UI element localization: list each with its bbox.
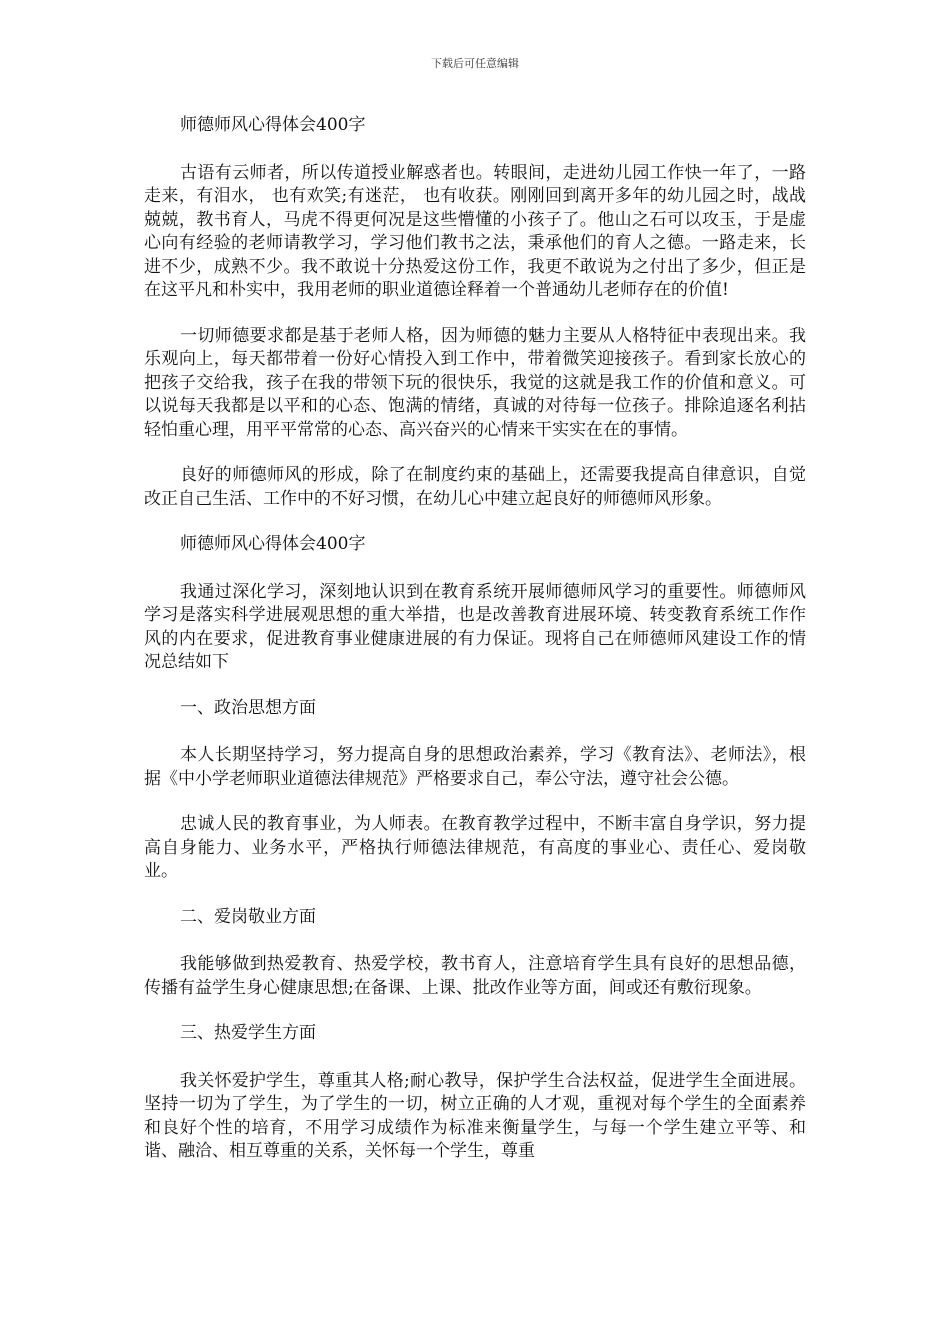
paragraph: 本人长期坚持学习，努力提高自身的思想政治素养，学习《教育法》、老师法》，根据《中小学老师职业道德法律规范》严格要求自己，奉公守法，遵守社会公德。 — [144, 745, 806, 789]
document-title: 师德师风心得体会400字 — [180, 115, 366, 135]
paragraph: 古语有云师者，所以传道授业解惑者也。转眼间，走进幼儿园工作快一年了，一路走来，有泪水， 也有欢笑;有迷茫， 也有收获。刚刚回到离开多年的幼儿园之时，战战兢兢，教书育人，马虎不得更何况是这些懵懂的小孩子了。他山之石可以攻玉，于是虚心向有经验的老师请教学习，学习他们教书之法，秉承他们的育人之德。一路走来，长进不少，成熟不少。我不敢说十分热爱这份工作，我更不敢说为之付出了多少，但正是在这平凡和朴实中，我用老师的职业道德诠释着一个普通幼儿老师存在的价值! — [144, 162, 806, 300]
header-note: 下载后可任意编辑 — [431, 57, 519, 70]
section-heading-students: 三、热爱学生方面 — [180, 1023, 316, 1043]
section-title: 师德师风心得体会400字 — [180, 534, 366, 554]
paragraph: 忠诚人民的教育事业，为人师表。在教育教学过程中，不断丰富自身学识，努力提高自身能力、业务水平，严格执行师德法律规范，有高度的事业心、责任心、爱岗敬业。 — [144, 814, 806, 881]
paragraph: 我关怀爱护学生，尊重其人格;耐心教导，保护学生合法权益，促进学生全面进展。坚持一切为了学生，为了学生的一切，树立正确的人才观，重视对每个学生的全面素养和良好个性的培育，不用学习成绩作为标准来衡量学生，与每一个学生建立平等、和谐、融洽、相互尊重的关系，关怀每一个学生，尊重 — [144, 1070, 806, 1161]
paragraph: 一切师德要求都是基于老师人格，因为师德的魅力主要从人格特征中表现出来。我乐观向上，每天都带着一份好心情投入到工作中，带着微笑迎接孩子。看到家长放心的把孩子交给我，孩子在我的带领下玩的很快乐，我觉的这就是我工作的价值和意义。可以说每天我都是以平和的心态、饱满的情绪，真诚的对待每一位孩子。排除追逐名利拈轻怕重心理，用平平常常的心态、高兴奋兴的心情来干实实在在的事情。 — [144, 325, 806, 440]
document-body — [144, 114, 806, 1186]
paragraph: 我通过深化学习，深刻地认识到在教育系统开展师德师风学习的重要性。师德师风学习是落实科学进展观思想的重大举措，也是改善教育进展环境、转变教育系统工作作风的内在要求，促进教育事业健康进展的有力保证。现将自己在师德师风建设工作的情况总结如下 — [144, 581, 806, 672]
section-heading-dedication: 二、爱岗敬业方面 — [180, 906, 316, 927]
paragraph: 良好的师德师风的形成，除了在制度约束的基础上，还需要我提高自律意识，自觉改正自己生活、工作中的不好习惯，在幼儿心中建立起良好的师德师风形象。 — [144, 465, 806, 509]
section-heading-politics: 一、政治思想方面 — [180, 697, 316, 718]
paragraph: 我能够做到热爱教育、热爱学校，教书育人，注意培育学生具有良好的思想品德，传播有益学生身心健康思想;在备课、上课、批改作业等方面，间或还有敷衍现象。 — [144, 954, 806, 998]
